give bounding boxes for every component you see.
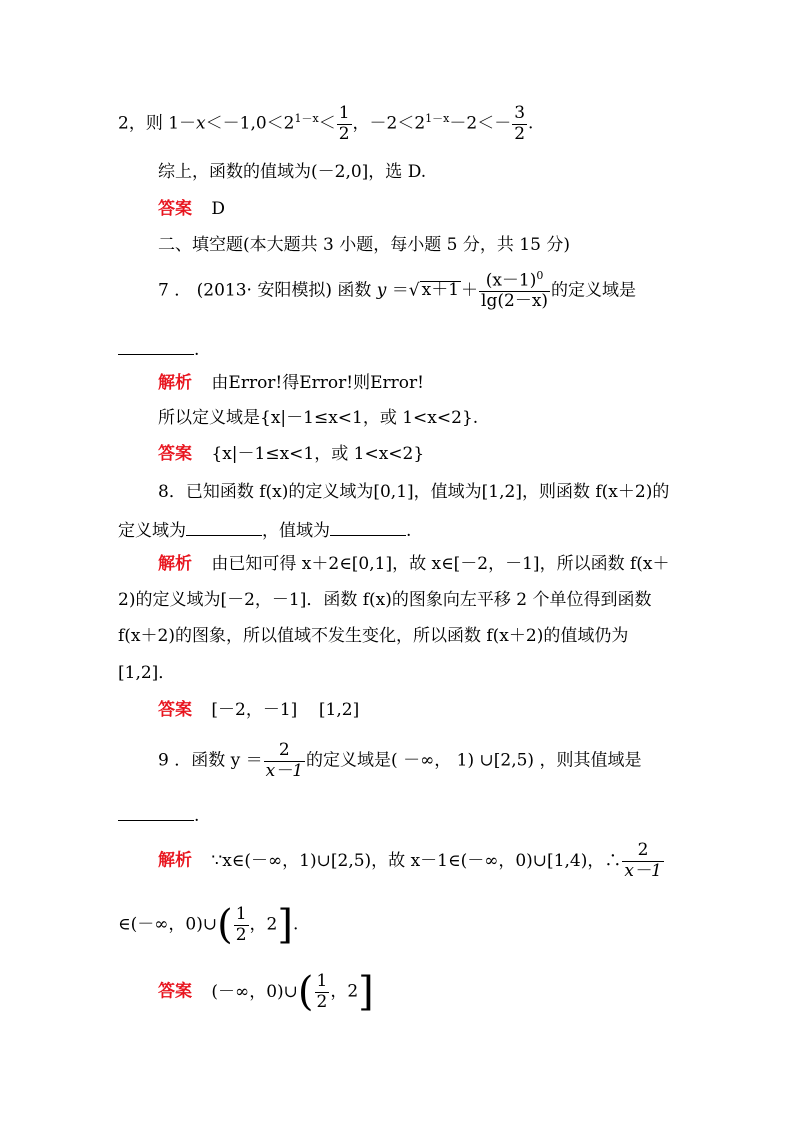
line1-part-f: . <box>528 113 534 134</box>
answer-blank <box>186 521 262 536</box>
q7-answer-row <box>158 446 424 463</box>
answer-label: 答案 <box>158 981 192 1002</box>
q7-result: 所以定义域是{x|－1≤x<1，或 1<x<2}. <box>158 408 479 428</box>
analysis-label: 解析 <box>158 850 192 871</box>
q9-blank-line <box>118 806 199 825</box>
frac-num: 1 <box>338 103 350 123</box>
half-fraction <box>315 972 330 1012</box>
line1-part-b: ＜－1,0＜2 <box>205 113 295 134</box>
close-bracket: ] <box>277 902 293 949</box>
q8-line2b: ，值域为 <box>262 521 330 541</box>
q9-analysis-frac-den: x－1 <box>624 860 662 881</box>
q8-answer-row <box>158 702 359 719</box>
q9-analysis2 <box>118 902 299 949</box>
q9-analysis-frac-num: 2 <box>622 841 663 862</box>
answer-blank <box>118 806 194 821</box>
line1-var-x: x <box>196 113 206 134</box>
q8-line2c: . <box>406 521 412 541</box>
q7-fraction <box>479 270 550 312</box>
half-fraction <box>234 905 249 945</box>
q7-tail: 的定义域是 <box>551 280 637 301</box>
q8-analysis-row <box>158 556 669 573</box>
line1-sup2: 1－x <box>425 111 450 125</box>
q9-analysis-row <box>158 841 665 881</box>
q7-frac-den: lg(2－x) <box>481 291 549 312</box>
q7-frac-num-sup: 0 <box>536 269 544 282</box>
q9-end: . <box>194 806 200 826</box>
half-num: 1 <box>235 904 247 924</box>
q8-analysis3: f(x＋2)的图象，所以值域不发生变化，所以函数 f(x＋2)的值域仍为 <box>118 626 629 646</box>
q8-line2a: 定义域为 <box>118 521 186 541</box>
frac-num: 3 <box>514 103 526 123</box>
q8-line1: 8．已知函数 f(x)的定义域为[0,1]，值域为[1,2]，则函数 f(x＋2)的 <box>158 482 670 502</box>
answer-label: 答案 <box>158 444 192 464</box>
q9-analysis2-end: . <box>292 914 299 935</box>
q7-analysis-text: 由Error!得Error!则Error! <box>211 373 424 393</box>
q9-frac-num: 2 <box>264 741 305 762</box>
close-bracket: ] <box>358 969 374 1016</box>
q9-analysis-fraction <box>622 841 663 881</box>
line1-part-e: －2＜－ <box>449 113 512 134</box>
line1-frac-half <box>337 104 352 144</box>
q9-answer-row <box>158 969 374 1016</box>
analysis-label: 解析 <box>158 373 192 393</box>
line1-part-c: ＜ <box>318 113 336 134</box>
q7-answer: {x|－1≤x<1，或 1<x<2} <box>211 444 425 464</box>
half-num: 1 <box>316 971 328 991</box>
open-paren: ( <box>297 969 314 1016</box>
q8-analysis2: 2)的定义域为[－2，－1]．函数 f(x)的图象向左平移 2 个单位得到函数 <box>118 590 652 610</box>
line1-part-a: 2，则 1－ <box>118 113 197 134</box>
answer-row-6 <box>158 201 225 218</box>
q7-end: . <box>194 340 200 360</box>
answer-blank <box>330 521 406 536</box>
summary-line: 综上，函数的值域为(－2,0]，选 D. <box>158 162 427 182</box>
q7-sqrt-sign: √ <box>408 280 420 301</box>
answer-6: D <box>211 199 226 219</box>
interval-tail: ，2 <box>330 981 359 1002</box>
q7-frac-num-text: (x－1) <box>485 270 537 291</box>
frac-den: 2 <box>338 123 350 144</box>
answer-blank <box>118 340 194 355</box>
q9-frac-den: x－1 <box>265 760 304 781</box>
answer-label: 答案 <box>158 199 192 219</box>
q9-pre: 9 ．函数 y ＝ <box>158 750 263 771</box>
line-1 <box>118 104 533 144</box>
line1-frac-three-halves <box>512 104 527 144</box>
q7-analysis <box>158 375 424 392</box>
q8-answer: [－2，－1] [1,2] <box>211 700 360 720</box>
q7-sqrt-body: x＋1 <box>421 280 460 301</box>
q9-fraction <box>264 741 305 781</box>
half-den: 2 <box>316 991 328 1012</box>
q8-analysis4: [1,2]． <box>118 663 176 683</box>
answer-label: 答案 <box>158 700 192 720</box>
q9-line <box>158 741 641 781</box>
line1-part-d: ，－2＜2 <box>352 113 426 134</box>
q9-analysis-a: ∵x∈(－∞，1)∪[2,5)，故 x－1∈(－∞，0)∪[1,4)，∴ <box>211 850 622 871</box>
interval-tail: ，2 <box>249 914 278 935</box>
q9-answer-a: (－∞，0)∪ <box>211 981 298 1002</box>
q7-blank-line <box>118 340 199 359</box>
analysis-label: 解析 <box>158 554 192 574</box>
q7-y: y <box>376 280 387 301</box>
q9-post: 的定义域是( －∞， 1) ∪[2,5) ，则其值域是 <box>306 750 642 771</box>
q9-analysis2-a: ∈(－∞，0)∪ <box>118 914 218 935</box>
q8-line2 <box>118 521 411 540</box>
q7-line <box>158 270 636 312</box>
q7-plus: ＋ <box>461 280 479 301</box>
section-title: 二、填空题(本大题共 3 小题，每小题 5 分，共 15 分) <box>158 235 570 255</box>
open-paren: ( <box>217 902 233 949</box>
frac-den: 2 <box>514 123 526 144</box>
q7-number: 7 ． (2013· 安阳模拟) 函数 <box>158 280 377 301</box>
q7-eq: ＝ <box>386 280 409 301</box>
half-den: 2 <box>235 924 247 945</box>
line1-sup1: 1－x <box>294 111 319 125</box>
q7-frac-num <box>479 270 550 292</box>
q8-analysis1: 由已知可得 x＋2∈[0,1]，故 x∈[－2，－1]，所以函数 f(x＋ <box>211 554 670 574</box>
